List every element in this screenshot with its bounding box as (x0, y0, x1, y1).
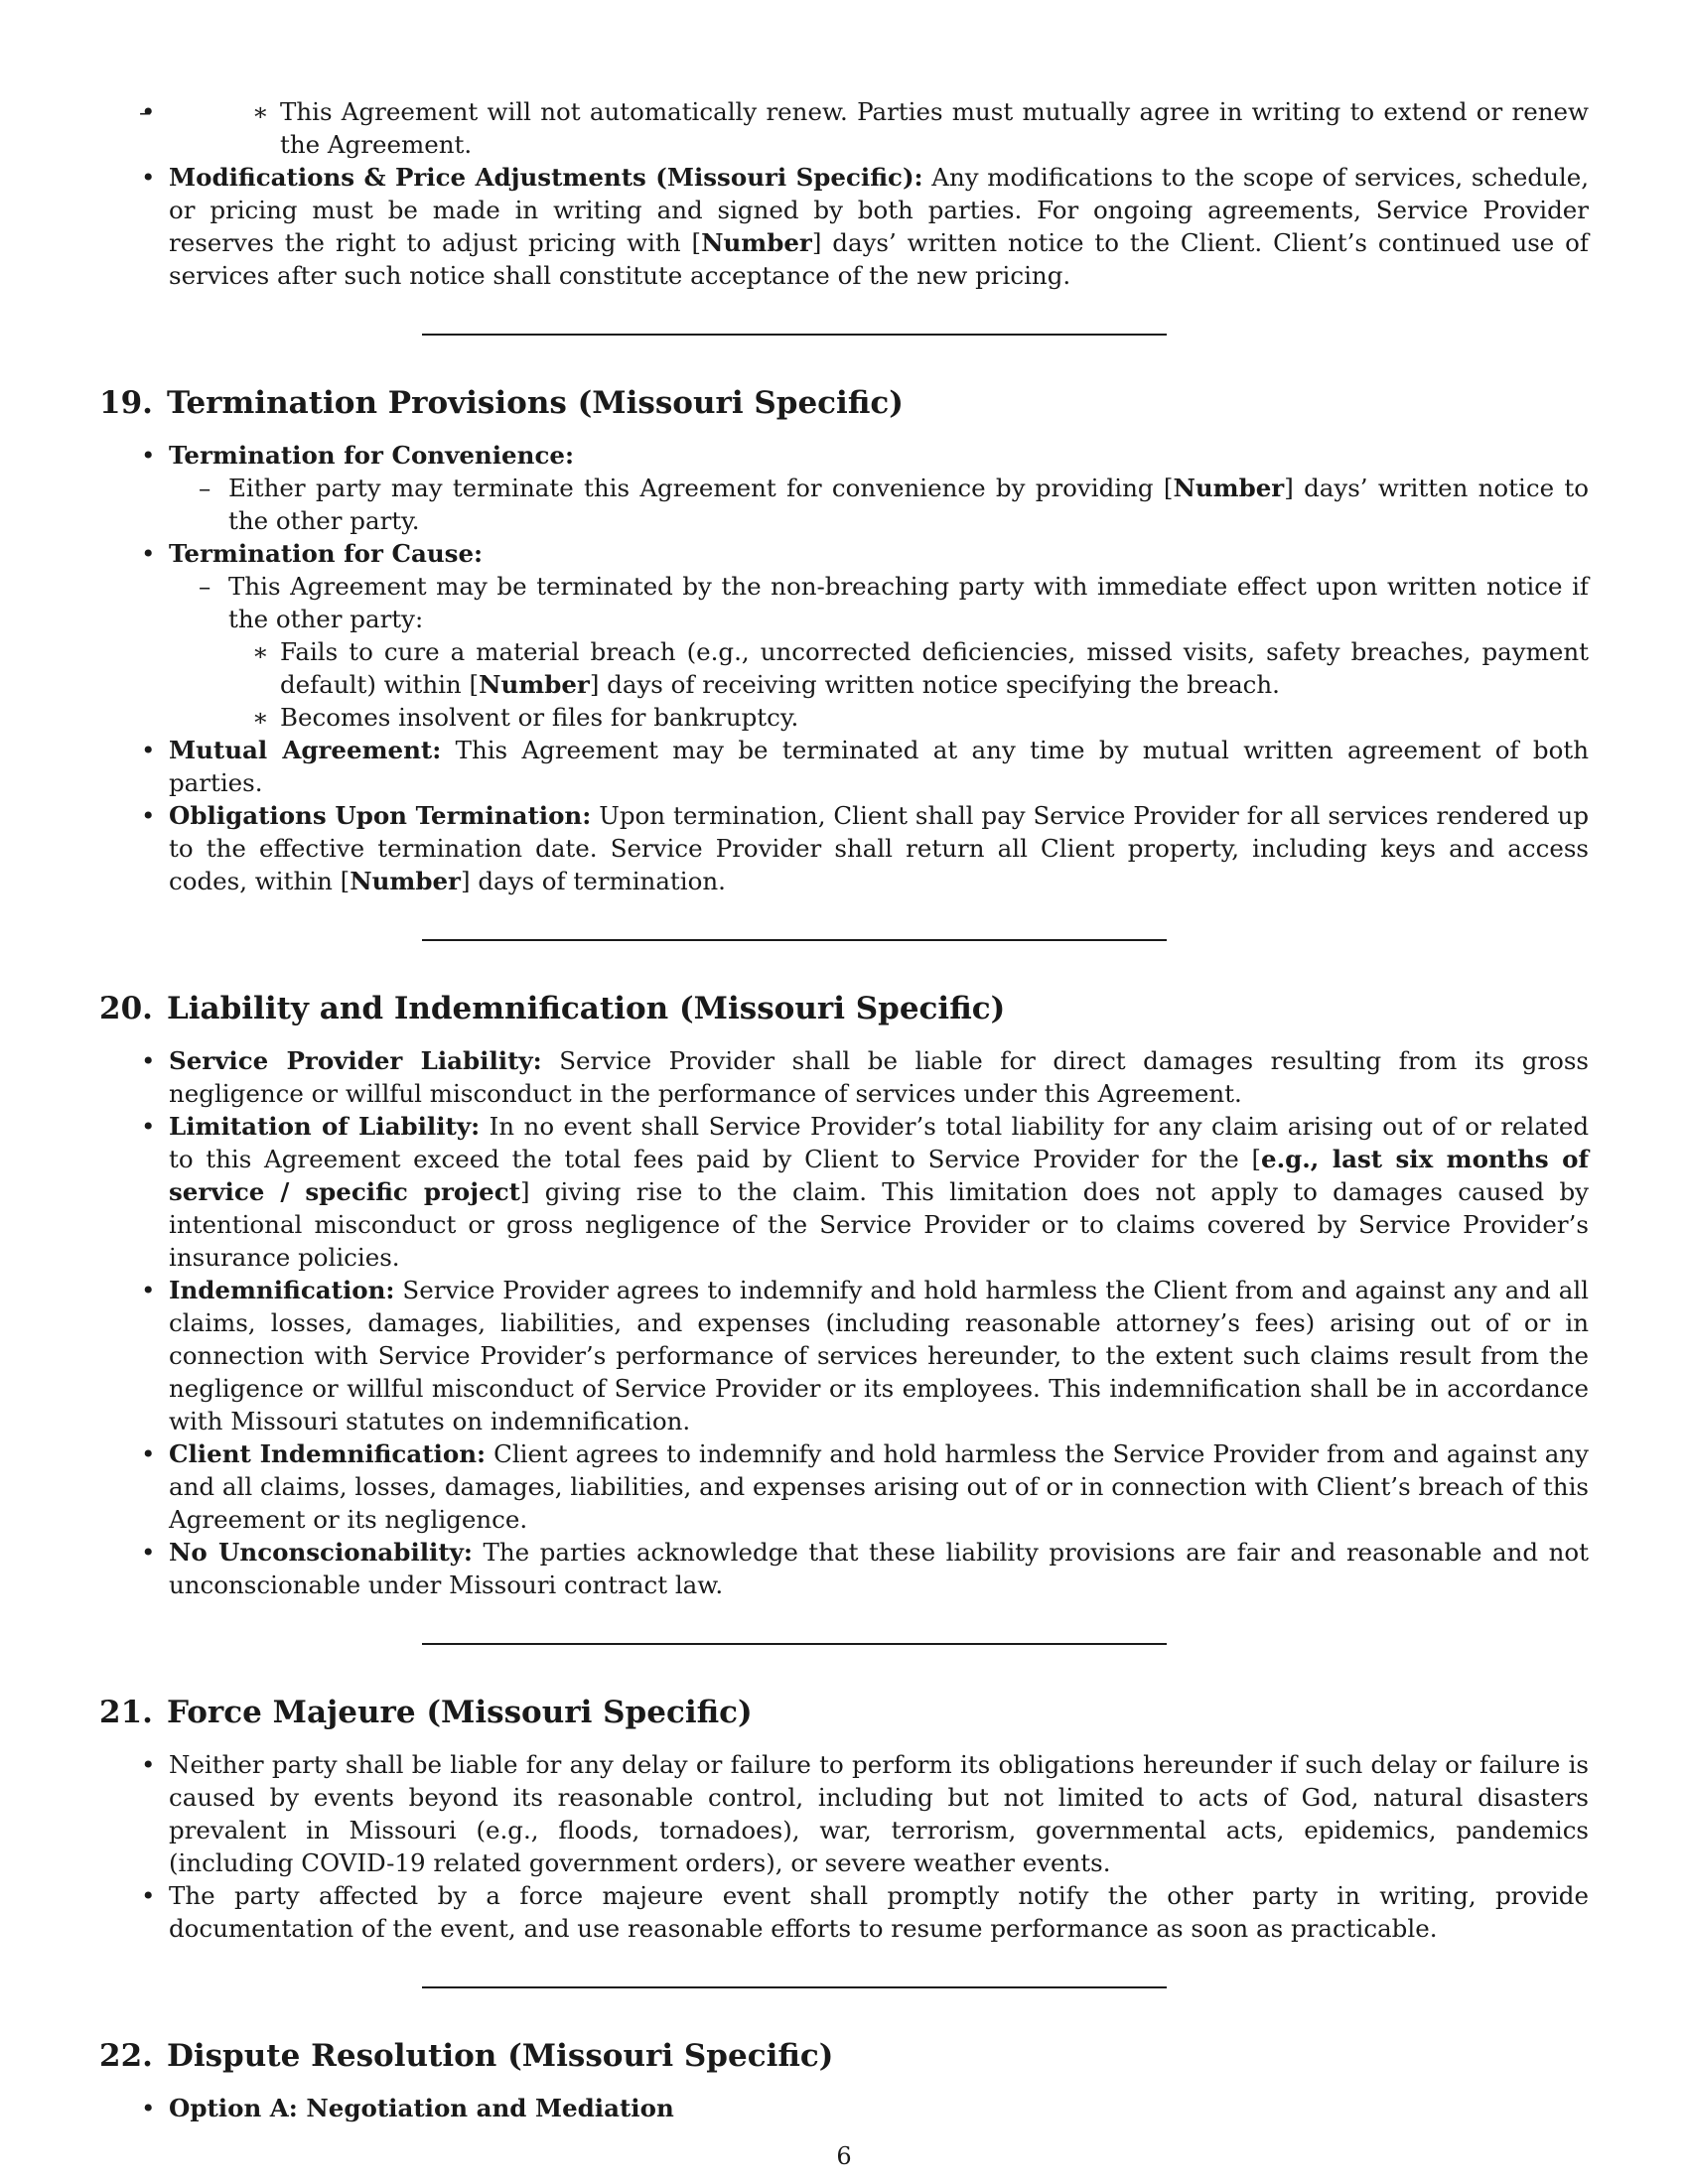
no-unconscionability: • No Unconscionability: The parties acknowledge that these liability provisions are fair and reasonable and not unconscionable under Missouri contract law. (169, 1536, 1589, 1601)
provider-liability: • Service Provider Liability: Service Provider shall be liable for direct damages resulting from its gross negligence or willful misconduct in the performance of services under this Agreement. (169, 1044, 1589, 1110)
document-page (99, 95, 1589, 2124)
section-divider (422, 939, 1167, 941)
cause-detail: – This Agreement may be terminated by the non-breaching party with immediate effect upon written notice if the other party: ∗ Fails to cure a material breach (e.g., uncorrected deficiencies, missed visits, safety breaches, payment default) within [Number] days of receiving written notice specifying the breach. ∗ Becomes insolvent or files for bankruptcy. (228, 570, 1589, 734)
force-majeure-scope: • Neither party shall be liable for any delay or failure to perform its obligations hereunder if such delay or failure is caused by events beyond its reasonable control, including but not limited to acts of God, natural disasters prevalent in Missouri (e.g., floods, tornadoes), war, terrorism, governmental acts, epidemics, pandemics (including COVID-19 related government orders), or severe weather events. (169, 1748, 1589, 1879)
obligations-termination: • Obligations Upon Termination: Upon termination, Client shall pay Service Provider for all services rendered up to the effective termination date. Service Provider shall return all Client property, including keys and access codes, within [Number] days of termination. (169, 799, 1589, 897)
section-19-heading: 19. Termination Provisions (Missouri Specific) (99, 385, 904, 421)
section-20-list (169, 1044, 1589, 1601)
section-20-heading: 20. Liability and Indemnification (Missouri Specific) (99, 991, 1006, 1026)
option-a-item: • Option A: Negotiation and Mediation (169, 2092, 1589, 2124)
modifications-clause: • Modifications & Price Adjustments (Missouri Specific): Any modifications to the scope of services, schedule, or pricing must be made in writing and signed by both parties. For ongoing agreements, Service Provider reserves the right to adjust pricing with [Number] days’ written notice to the Client. Client’s continued use of services after such notice shall constitute acceptance of the new pricing. (169, 161, 1589, 292)
mutual-agreement: • Mutual Agreement: This Agreement may be terminated at any time by mutual written agreement of both parties. (169, 734, 1589, 799)
limitation-liability: • Limitation of Liability: In no event shall Service Provider’s total liability for any claim arising out of or related to this Agreement exceed the total fees paid by Client to Service Provider for the [e.g., last six months of service / specific project] giving rise to the claim. This limitation does not apply to damages caused by intentional misconduct or gross negligence of the Service Provider or to claims covered by Service Provider’s insurance policies. (169, 1110, 1589, 1274)
section-divider (422, 1986, 1167, 1988)
convenience-detail: – Either party may terminate this Agreement for convenience by providing [Number] days’ written notice to the other party. (228, 472, 1589, 537)
insolvency-item: ∗ Becomes insolvent or files for bankruptcy. (280, 701, 1589, 734)
section-divider (422, 1643, 1167, 1645)
force-majeure-notice: • The party affected by a force majeure event shall promptly notify the other party in writing, provide documentation of the event, and use reasonable efforts to resume performance as soon as practicable. (169, 1879, 1589, 1945)
renewal-clause: ∗ – • This Agreement will not automatically renew. Parties must mutually agree in writing to extend or renew the Agreement. (280, 95, 1589, 161)
client-indemnification: • Client Indemnification: Client agrees to indemnify and hold harmless the Service Provider from and against any and all claims, losses, damages, liabilities, and expenses arising out of or in connection with Client’s breach of this Agreement or its negligence. (169, 1437, 1589, 1536)
page-number: 6 (836, 2142, 852, 2170)
termination-cause: • Termination for Cause: – This Agreement may be terminated by the non-breaching party with immediate effect upon written notice if the other party: ∗ Fails to cure a material breach (e.g., uncorrected deficiencies, missed visits, safety breaches, payment default) within [Number] days of receiving written notice specifying the breach. ∗ Becomes insolvent or files for bankruptcy. (169, 537, 1589, 734)
continued-item (169, 95, 1589, 161)
modifications-label: Modifications & Price Adjustments (Missouri Specific): (169, 163, 923, 192)
continued-list (169, 95, 1589, 292)
indemnification: • Indemnification: Service Provider agrees to indemnify and hold harmless the Client from and against any and all claims, losses, damages, liabilities, and expenses (including reasonable attorney’s fees) arising out of or in connection with Service Provider’s performance of services hereunder, to the extent such claims result from the negligence or willful misconduct of Service Provider or its employees. This indemnification shall be in accordance with Missouri statutes on indemnification. (169, 1274, 1589, 1437)
section-19-list (169, 439, 1589, 897)
cure-breach-item: ∗ Fails to cure a material breach (e.g., uncorrected deficiencies, missed visits, safety breaches, payment default) within [Number] days of receiving written notice specifying the breach. (280, 635, 1589, 701)
section-22-heading: 22. Dispute Resolution (Missouri Specific) (99, 2038, 834, 2074)
section-22-list (169, 2092, 1589, 2124)
section-divider (422, 334, 1167, 336)
section-21-heading: 21. Force Majeure (Missouri Specific) (99, 1695, 753, 1730)
termination-convenience: • Termination for Convenience: – Either party may terminate this Agreement for convenience by providing [Number] days’ written notice to the other party. (169, 439, 1589, 537)
section-21-list (169, 1748, 1589, 1945)
